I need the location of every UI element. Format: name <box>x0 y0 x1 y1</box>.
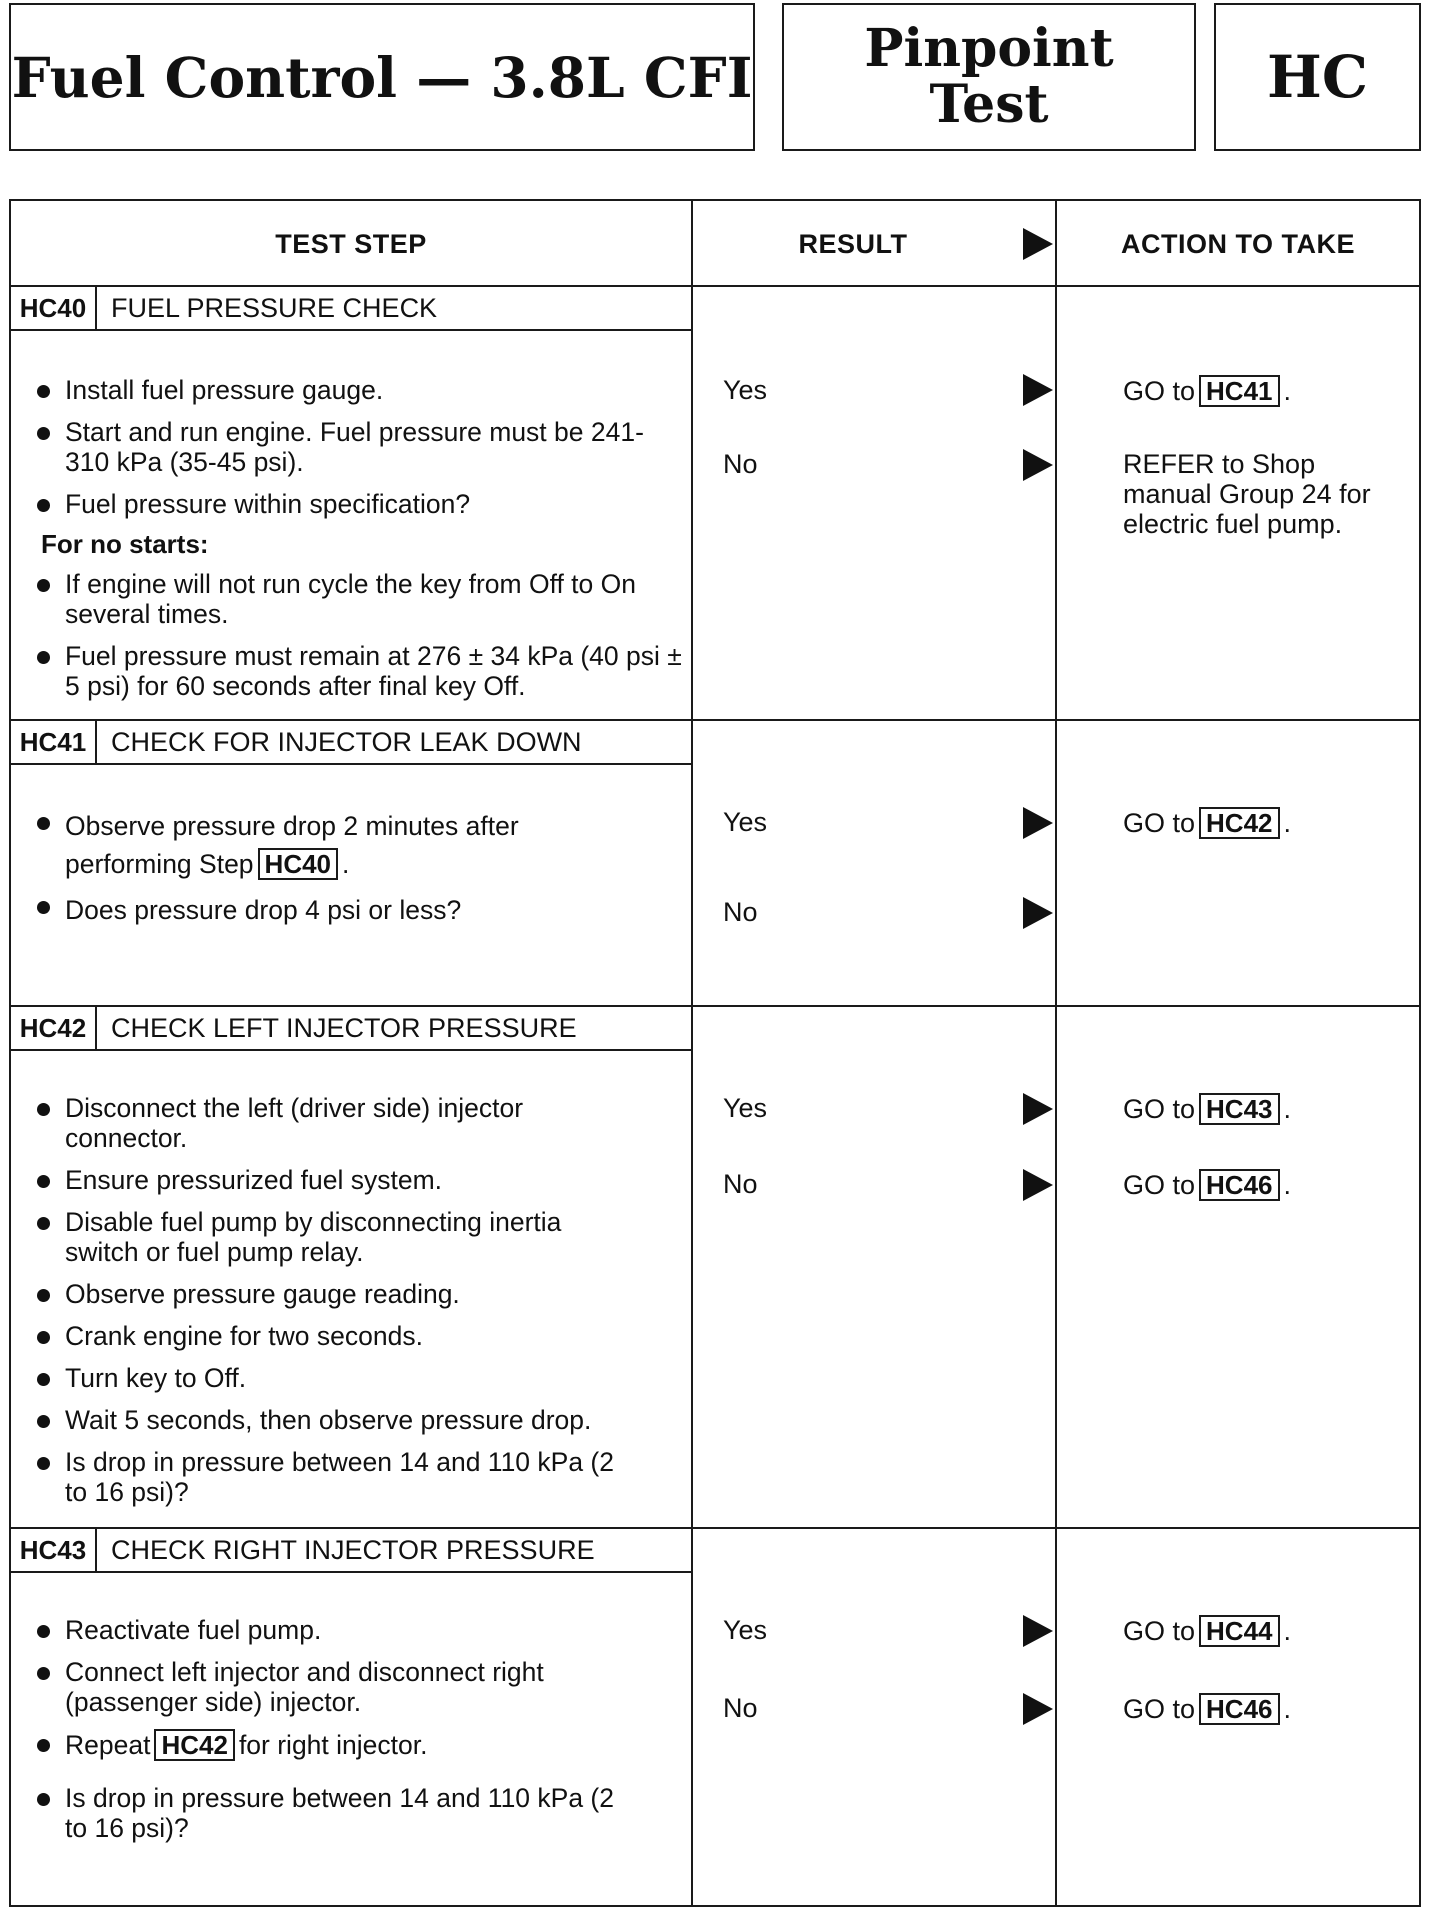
column-header-action: ACTION TO TAKE <box>1121 228 1355 259</box>
step-instructions <box>35 807 555 929</box>
list-item: Fuel pressure must remain at 276 ± 34 kPa (40 psi ± 5 psi) for 60 seconds after final key Off. <box>35 641 685 701</box>
step-reference: HC42 <box>154 1729 234 1761</box>
result-yes: Yes <box>723 1615 768 1645</box>
result-arrow-icon <box>1023 449 1053 481</box>
action-yes <box>1123 1615 1291 1647</box>
list-item: Fuel pressure within specification? <box>35 489 685 519</box>
step-id: HC42 <box>11 1007 97 1049</box>
step-title: CHECK LEFT INJECTOR PRESSURE <box>111 1012 577 1043</box>
result-arrow-icon <box>1023 374 1053 406</box>
action-yes <box>1123 1093 1291 1125</box>
pinpoint-test-box <box>782 3 1196 151</box>
result-arrow-icon <box>1023 1615 1053 1647</box>
step-header <box>11 1529 691 1573</box>
step-id: HC41 <box>11 721 97 763</box>
result-arrow-icon <box>1023 1693 1053 1725</box>
action-end: . <box>1283 1616 1292 1646</box>
list-item: Connect left injector and disconnect right (passenger side) injector. <box>35 1657 635 1717</box>
list-item: Install fuel pressure gauge. <box>35 375 685 405</box>
action-text: GO to <box>1123 1616 1196 1646</box>
list-item: Observe pressure gauge reading. <box>35 1279 635 1309</box>
action-no <box>1123 1169 1291 1201</box>
step-reference: HC40 <box>258 848 338 880</box>
list-item <box>35 1729 635 1761</box>
step-id: HC43 <box>11 1529 97 1571</box>
step-reference: HC41 <box>1199 375 1279 407</box>
no-starts-heading: For no starts: <box>41 529 209 559</box>
list-item: Disable fuel pump by disconnecting inertia switch or fuel pump relay. <box>35 1207 635 1267</box>
action-text: GO to <box>1123 808 1196 838</box>
bullet-text: Repeat <box>65 1730 151 1760</box>
step-reference: HC44 <box>1199 1615 1279 1647</box>
action-no <box>1123 1693 1291 1725</box>
action-text: GO to <box>1123 376 1196 406</box>
action-end: . <box>1283 1694 1292 1724</box>
step-hc40 <box>11 287 1419 719</box>
title-text: Fuel Control — 3.8L CFI <box>11 44 753 110</box>
action-end: . <box>1283 1170 1292 1200</box>
result-no: No <box>723 1693 758 1723</box>
result-arrow-icon <box>1023 1093 1053 1125</box>
action-text: GO to <box>1123 1094 1196 1124</box>
test-code-box <box>1214 3 1421 151</box>
step-instructions <box>35 1093 635 1507</box>
page-title <box>9 3 755 151</box>
test-code: HC <box>1267 43 1368 111</box>
result-yes: Yes <box>723 1093 768 1123</box>
action-no: REFER to Shop manual Group 24 for electric fuel pump. <box>1123 449 1371 539</box>
result-yes: Yes <box>723 807 768 837</box>
action-end: . <box>1283 1094 1292 1124</box>
bullet-text: Observe pressure drop 2 minutes after performing Step <box>65 811 519 879</box>
list-item <box>35 807 555 883</box>
step-title: CHECK FOR INJECTOR LEAK DOWN <box>111 726 582 757</box>
step-title: CHECK RIGHT INJECTOR PRESSURE <box>111 1534 595 1565</box>
step-reference: HC42 <box>1199 807 1279 839</box>
bullet-end: for right injector. <box>238 1730 428 1760</box>
step-id: HC40 <box>11 287 97 329</box>
action-text: GO to <box>1123 1694 1196 1724</box>
list-item: Start and run engine. Fuel pressure must be 241-310 kPa (35-45 psi). <box>35 417 685 477</box>
step-instructions-no-starts <box>35 569 685 701</box>
pinpoint-line2: Test <box>929 74 1049 135</box>
list-item: Disconnect the left (driver side) injector connector. <box>35 1093 635 1153</box>
result-arrow-icon <box>1023 897 1053 929</box>
result-no: No <box>723 449 758 479</box>
column-header-result: RESULT <box>798 228 908 259</box>
step-instructions <box>35 1615 635 1843</box>
list-item: Wait 5 seconds, then observe pressure drop. <box>35 1405 635 1435</box>
list-item: If engine will not run cycle the key from Off to On several times. <box>35 569 685 629</box>
list-item: Crank engine for two seconds. <box>35 1321 635 1351</box>
list-item: Is drop in pressure between 14 and 110 kPa (2 to 16 psi)? <box>35 1783 635 1843</box>
step-instructions <box>35 375 685 519</box>
action-end: . <box>1283 808 1292 838</box>
list-item: Turn key to Off. <box>35 1363 635 1393</box>
pinpoint-test-table <box>9 199 1421 1907</box>
action-yes <box>1123 375 1291 407</box>
result-arrow-icon <box>1023 807 1053 839</box>
result-no: No <box>723 1169 758 1199</box>
list-item: Ensure pressurized fuel system. <box>35 1165 635 1195</box>
column-header-test-step: TEST STEP <box>275 228 427 259</box>
step-header <box>11 287 691 331</box>
step-reference: HC43 <box>1199 1093 1279 1125</box>
step-header <box>11 1007 691 1051</box>
list-item: Does pressure drop 4 psi or less? <box>35 891 555 929</box>
step-header <box>11 721 691 765</box>
step-hc41 <box>11 721 1419 1005</box>
action-end: . <box>1283 376 1292 406</box>
step-reference: HC46 <box>1199 1169 1279 1201</box>
action-yes <box>1123 807 1291 839</box>
step-hc43 <box>11 1529 1419 1905</box>
header-arrow-icon <box>1023 228 1053 260</box>
action-text: GO to <box>1123 1170 1196 1200</box>
list-item: Reactivate fuel pump. <box>35 1615 635 1645</box>
result-no: No <box>723 897 758 927</box>
step-title: FUEL PRESSURE CHECK <box>111 292 438 323</box>
step-hc42 <box>11 1007 1419 1527</box>
result-yes: Yes <box>723 375 768 405</box>
pinpoint-line1: Pinpoint <box>864 18 1114 79</box>
bullet-end: . <box>342 849 350 879</box>
list-item: Is drop in pressure between 14 and 110 kPa (2 to 16 psi)? <box>35 1447 635 1507</box>
step-reference: HC46 <box>1199 1693 1279 1725</box>
result-arrow-icon <box>1023 1169 1053 1201</box>
